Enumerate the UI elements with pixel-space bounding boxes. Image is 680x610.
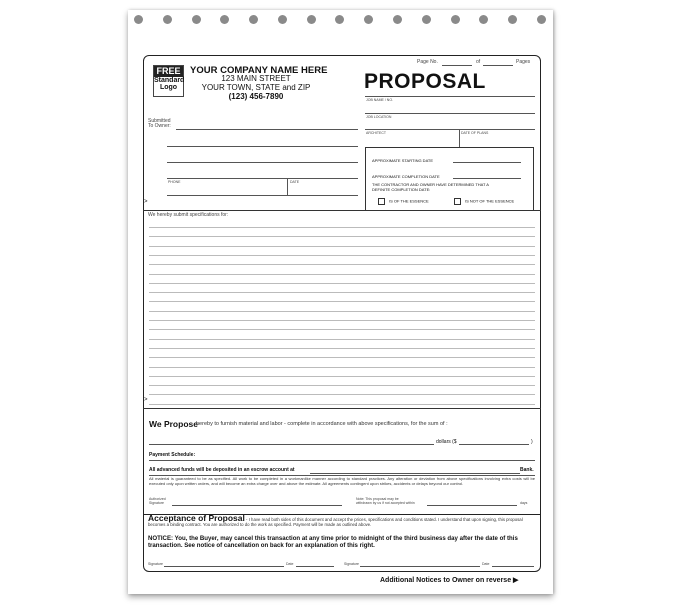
spec-line	[149, 348, 535, 349]
spec-line	[149, 376, 535, 377]
escrow-text: All advanced funds will be deposited in an escrow account at	[149, 467, 295, 473]
arrow-marker: >	[144, 199, 148, 205]
spec-line	[149, 357, 535, 358]
starting-date-label: APPROXIMATE STARTING DATE	[372, 158, 434, 163]
spec-line	[149, 246, 535, 247]
logo-line2: Logo	[159, 84, 178, 91]
bank-label: Bank.	[520, 467, 534, 473]
buyer-signature-label-1: Signature	[148, 562, 163, 566]
page-no-label: Page No.	[417, 59, 438, 65]
buyer-signature-label-2: Signature	[344, 562, 359, 566]
job-location-label: JOB LOCATION	[366, 115, 392, 119]
spec-line	[149, 236, 535, 237]
completion-determined: THE CONTRACTOR AND OWNER HAVE DETERMINED THAT A DEFINITE COMPLETION DATE:	[372, 182, 489, 192]
company-city: YOUR TOWN, STATE and ZIP	[201, 82, 311, 92]
reverse-notice-text: Additional Notices to Owner on reverse	[380, 577, 512, 584]
arrow-right-icon: ▶	[513, 577, 519, 584]
spec-line	[149, 274, 535, 275]
propose-text: hereby to furnish material and labor - complete in accordance with above specifications, for the sum of :	[196, 421, 448, 427]
phone-label: PHONE	[168, 180, 181, 184]
company-phone: (123) 456-7890	[228, 92, 284, 101]
company-street: 123 MAIN STREET	[221, 74, 291, 83]
job-name-label: JOB NAME / NO.	[366, 98, 394, 102]
architect-label: ARCHITECT	[366, 131, 387, 135]
withdrawal-note: Note: This proposal may be withdrawn by us if not accepted within	[356, 497, 415, 505]
spec-line	[149, 264, 535, 265]
spec-line	[149, 255, 535, 256]
dollars-close: )	[531, 439, 533, 445]
dollars-label: dollars ($	[436, 439, 457, 445]
company-address	[190, 75, 322, 102]
spec-line	[149, 367, 535, 368]
spec-line	[149, 394, 535, 395]
spec-line	[149, 320, 535, 321]
not-essence-checkbox[interactable]: IS NOT OF THE ESSENCE	[454, 198, 514, 205]
spec-line	[149, 283, 535, 284]
essence-checkbox[interactable]: IS OF THE ESSENCE	[378, 198, 429, 205]
pages-label: Pages	[516, 59, 531, 65]
completion-dates-box	[365, 147, 534, 211]
reverse-notice	[380, 576, 518, 584]
spec-line	[149, 301, 535, 302]
acceptance-text: - I have read both sides of this document and accept the prices, specifications and conditions stated. I understand that upon signing, this proposal becomes a binding contract. You are authorized to do the work as specified. Payment will be made as outlined above.	[148, 517, 523, 527]
spec-line	[149, 339, 535, 340]
spec-line	[149, 292, 535, 293]
spec-line	[149, 329, 535, 330]
company-name: YOUR COMPANY NAME HERE	[190, 65, 328, 76]
logo-free: FREE	[154, 66, 183, 77]
date-label-1: Date	[286, 562, 294, 566]
submitted-label: Submitted To Owner:	[148, 118, 171, 129]
date-label: DATE	[290, 180, 300, 184]
completion-date-label: APPROXIMATE COMPLETION DATE	[372, 174, 440, 179]
date-of-plans-label: DATE OF PLANS	[461, 131, 489, 135]
of-label: of	[476, 59, 481, 65]
acceptance-section	[148, 513, 538, 527]
payment-schedule-label: Payment Schedule:	[149, 452, 196, 458]
company-logo	[153, 65, 184, 97]
we-propose-heading: We Propose	[149, 419, 198, 429]
spec-line	[149, 311, 535, 312]
binding-holes	[134, 15, 546, 24]
cancellation-notice: NOTICE: You, the Buyer, may cancel this transaction at any time prior to midnight of the third business day after the date of this transaction. See notice of cancellation on back for an explanation of this right.	[148, 535, 518, 549]
logo-line1: Standard	[154, 77, 185, 84]
spec-line	[149, 404, 535, 405]
spec-line	[149, 385, 535, 386]
specs-label: We hereby submit specifications for:	[148, 212, 229, 218]
guarantee-text: All material is guaranteed to be as specified. All work to be completed in a workmanlike manner according to standard practices. Any alteration or deviation from above specifications involving extra costs will be executed only upon written orders, and will become an extra charge over and above the estimate. All agreements contingent upon strikes, accidents or delays beyond our control.	[149, 476, 535, 486]
acceptance-heading: Acceptance of Proposal	[148, 513, 245, 523]
authorized-signature-label: Authorized Signature	[149, 497, 166, 505]
page-title: PROPOSAL	[364, 70, 486, 93]
days-label: days	[520, 501, 528, 505]
arrow-marker-2: >	[144, 397, 148, 403]
date-label-2: Date	[482, 562, 490, 566]
spec-line	[149, 227, 535, 228]
